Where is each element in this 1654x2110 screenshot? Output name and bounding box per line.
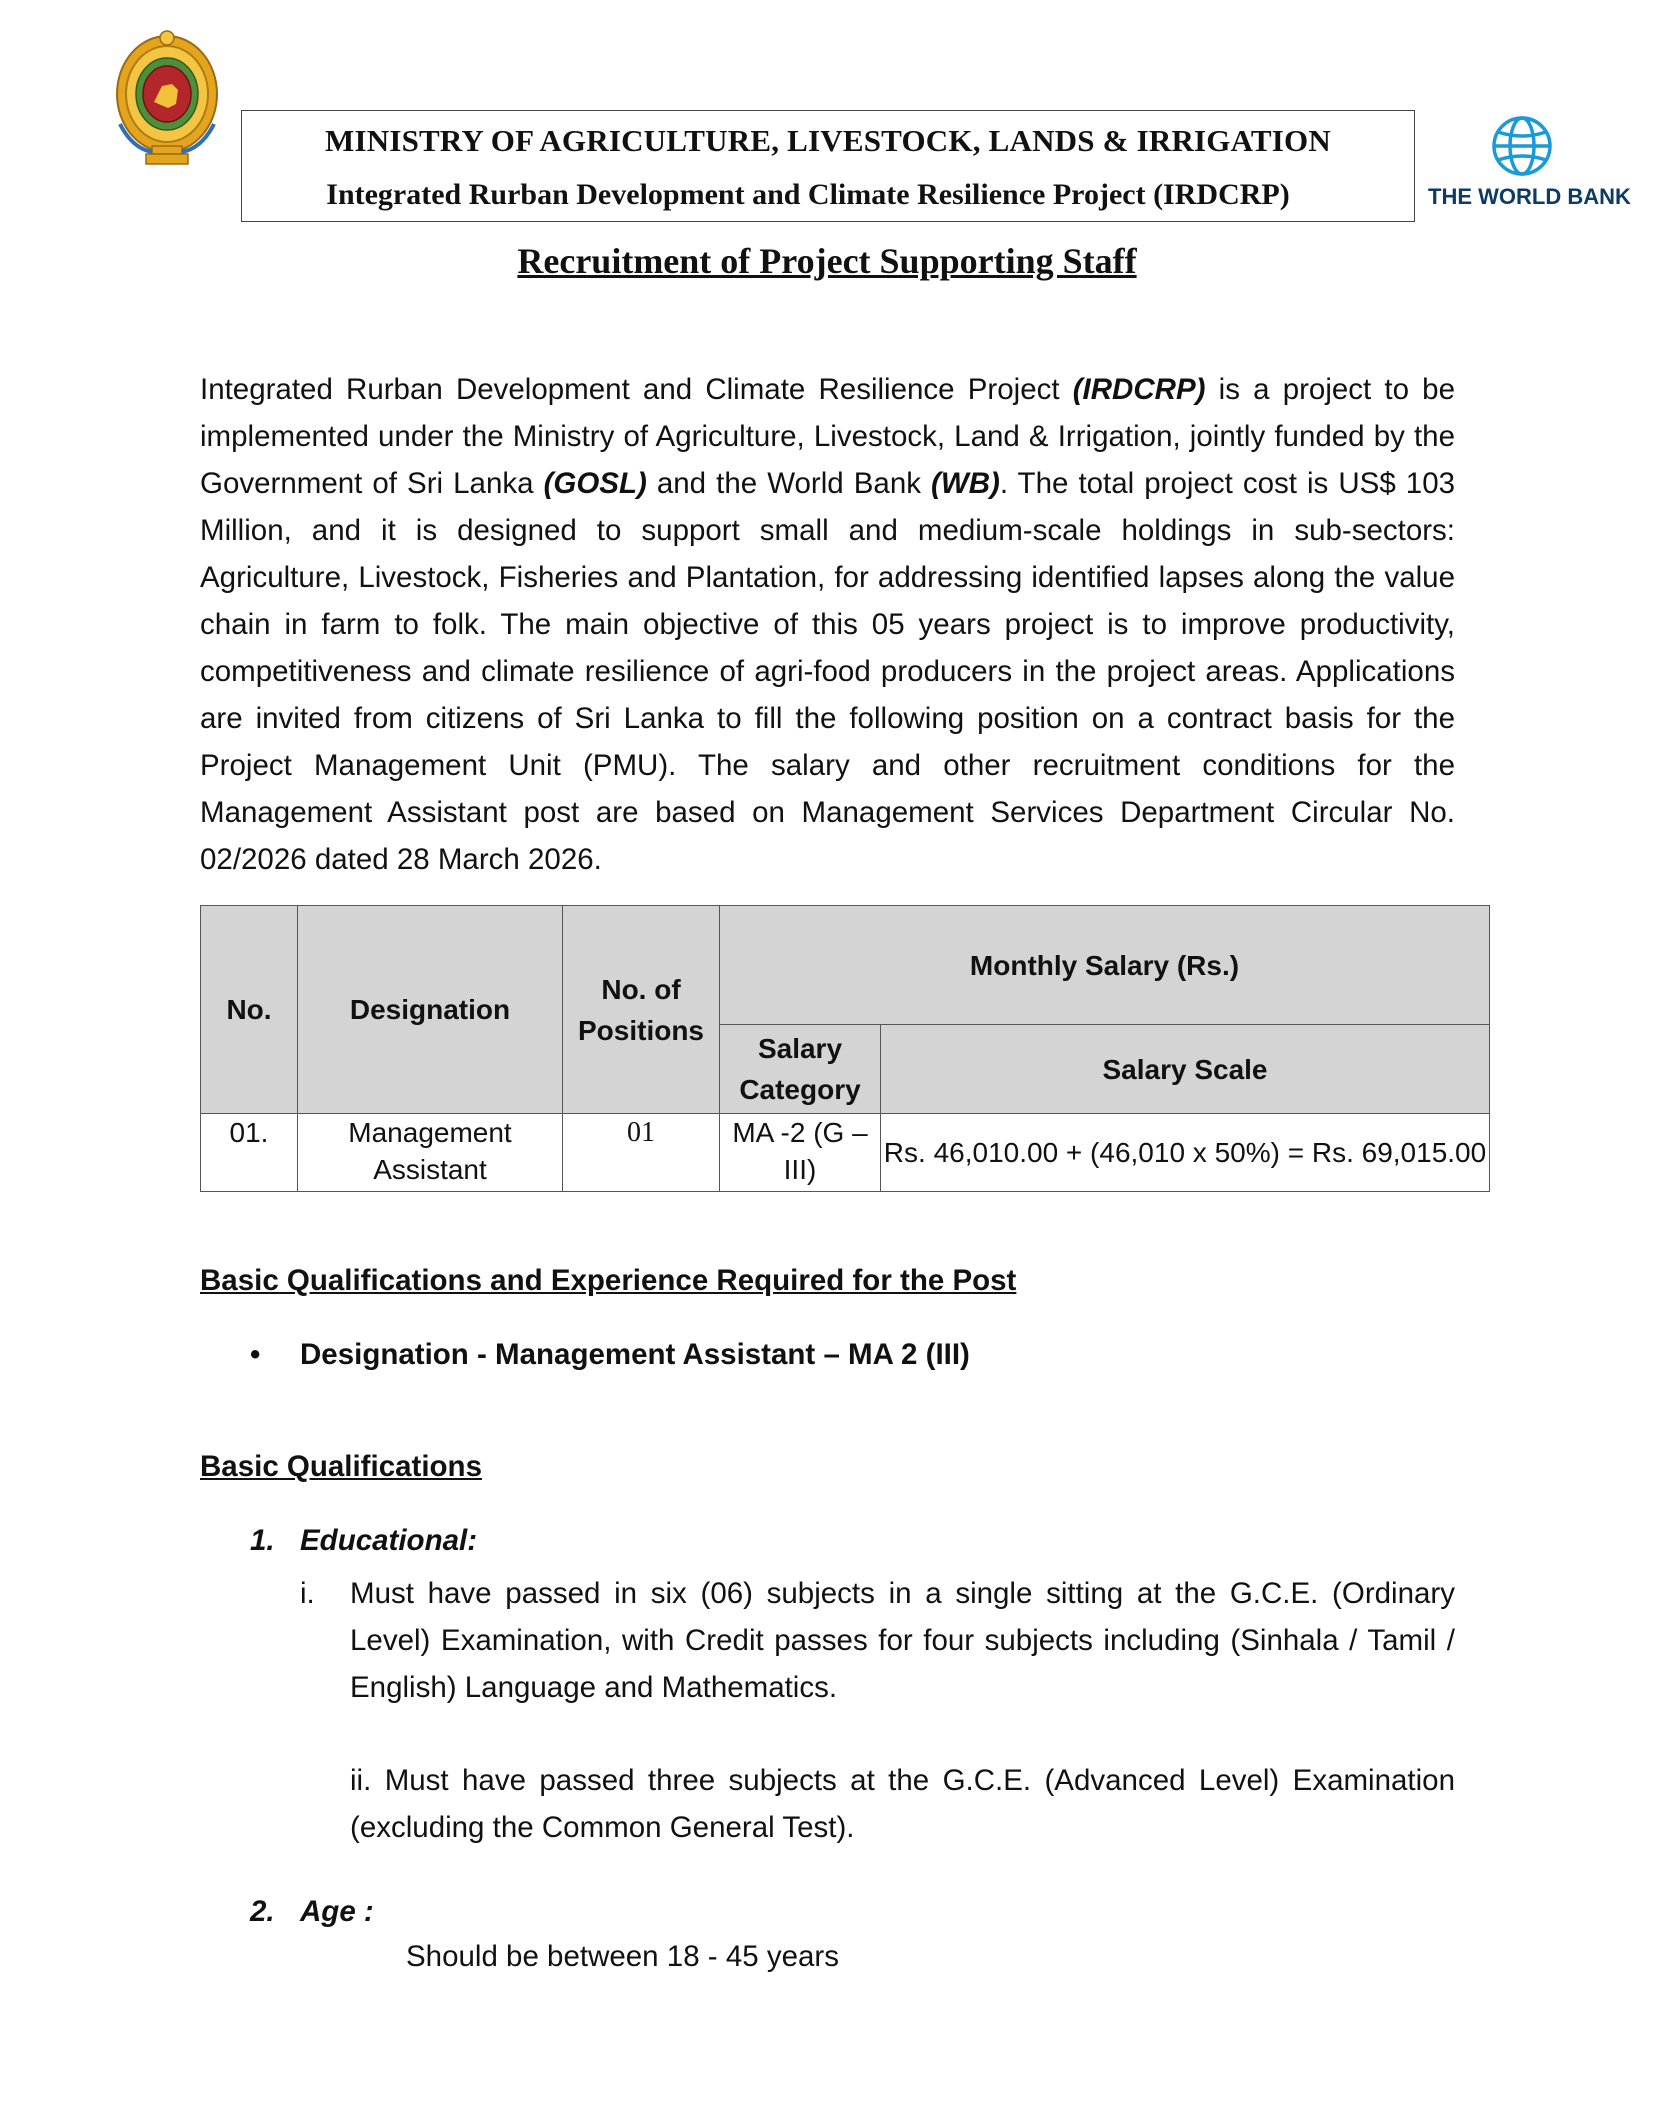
educational-heading xyxy=(250,1524,477,1558)
item-i-text: Must have passed in six (06) subjects in a single sitting at the G.C.E. (Ordinary Level) Examination, with Credit passes for four subjects including (Sinhala / Tamil / English) Language and Mathematics. xyxy=(350,1577,1455,1704)
ministry-header-box xyxy=(241,110,1415,222)
age-heading xyxy=(250,1895,374,1929)
intro-text-4: . The total project cost is US$ 103 Million, and it is designed to support small and medium-scale holdings in sub-sectors: Agriculture, Livestock, Fisheries and Plantation, for addressing identified lapses along the value chain in farm to folk. The main objective of this 05 years project is to improve productivity, competitiveness and climate resilience of agri-food producers in the project areas. Applications are invited from citizens of Sri Lanka to fill the following position on a contract basis for the Project Management Unit (PMU). The salary and other recruitment conditions for the Management Assistant post are based on Management Services Department Circular No. 02/2026 dated 28 March 2026. xyxy=(200,467,1456,876)
header-designation: Designation xyxy=(298,906,563,1114)
basic-qualifications-heading: Basic Qualifications xyxy=(200,1450,482,1483)
salary-table xyxy=(200,905,1490,1192)
cell-scale: Rs. 46,010.00 + (46,010 x 50%) = Rs. 69,015.00 xyxy=(881,1114,1490,1192)
intro-text-1: Integrated Rurban Development and Climate Resilience Project xyxy=(200,373,1073,406)
header-no: No. xyxy=(201,906,298,1114)
cell-designation: Management Assistant xyxy=(298,1114,563,1192)
age-number: 2. xyxy=(250,1895,275,1928)
intro-bold-gosl: (GOSL) xyxy=(543,467,647,500)
project-title: Integrated Rurban Development and Climate Resilience Project (IRDCRP) xyxy=(326,178,1290,211)
intro-bold-irdcrp: (IRDCRP) xyxy=(1072,373,1206,406)
age-label: Age : xyxy=(300,1895,374,1928)
header-salary-scale: Salary Scale xyxy=(881,1025,1490,1114)
educational-item-ii: ii. Must have passed three subjects at the G.C.E. (Advanced Level) Examination (excluding the Common General Test). xyxy=(350,1764,1455,1844)
header-positions: No. of Positions xyxy=(563,906,720,1114)
header-salary-category: Salary Category xyxy=(720,1025,881,1114)
header-monthly-salary: Monthly Salary (Rs.) xyxy=(720,906,1490,1025)
intro-bold-wb: (WB) xyxy=(931,467,1000,500)
cell-positions: 01 xyxy=(563,1114,720,1192)
document-title: Recruitment of Project Supporting Staff xyxy=(517,241,1137,281)
age-requirement: Should be between 18 - 45 years xyxy=(406,1940,839,1973)
cell-no: 01. xyxy=(201,1114,298,1192)
educational-number: 1. xyxy=(250,1524,275,1557)
designation-text: Designation - Management Assistant – MA 2 (III) xyxy=(300,1338,970,1371)
intro-paragraph xyxy=(200,366,1455,883)
bullet-icon: • xyxy=(250,1338,261,1371)
educational-item-i xyxy=(300,1570,1455,1711)
cell-category: MA -2 (G – III) xyxy=(720,1114,881,1192)
intro-text-2: is a project to be implemented under the Ministry of Agriculture, Livestock, Land & Irrigation, jointly funded by the Government of Sri Lanka xyxy=(200,373,1455,500)
world-bank-logo-text: THE WORLD BANK xyxy=(1428,184,1631,209)
intro-text-3: and the World Bank xyxy=(646,467,932,500)
qualifications-heading: Basic Qualifications and Experience Required for the Post xyxy=(200,1264,1017,1297)
table-row xyxy=(201,1114,1490,1192)
sri-lanka-emblem xyxy=(112,28,222,180)
item-i-marker: i. xyxy=(300,1577,315,1610)
educational-label: Educational: xyxy=(300,1524,478,1557)
ministry-title: MINISTRY OF AGRICULTURE, LIVESTOCK, LANDS & IRRIGATION xyxy=(325,123,1331,158)
designation-bullet-item xyxy=(250,1338,970,1372)
